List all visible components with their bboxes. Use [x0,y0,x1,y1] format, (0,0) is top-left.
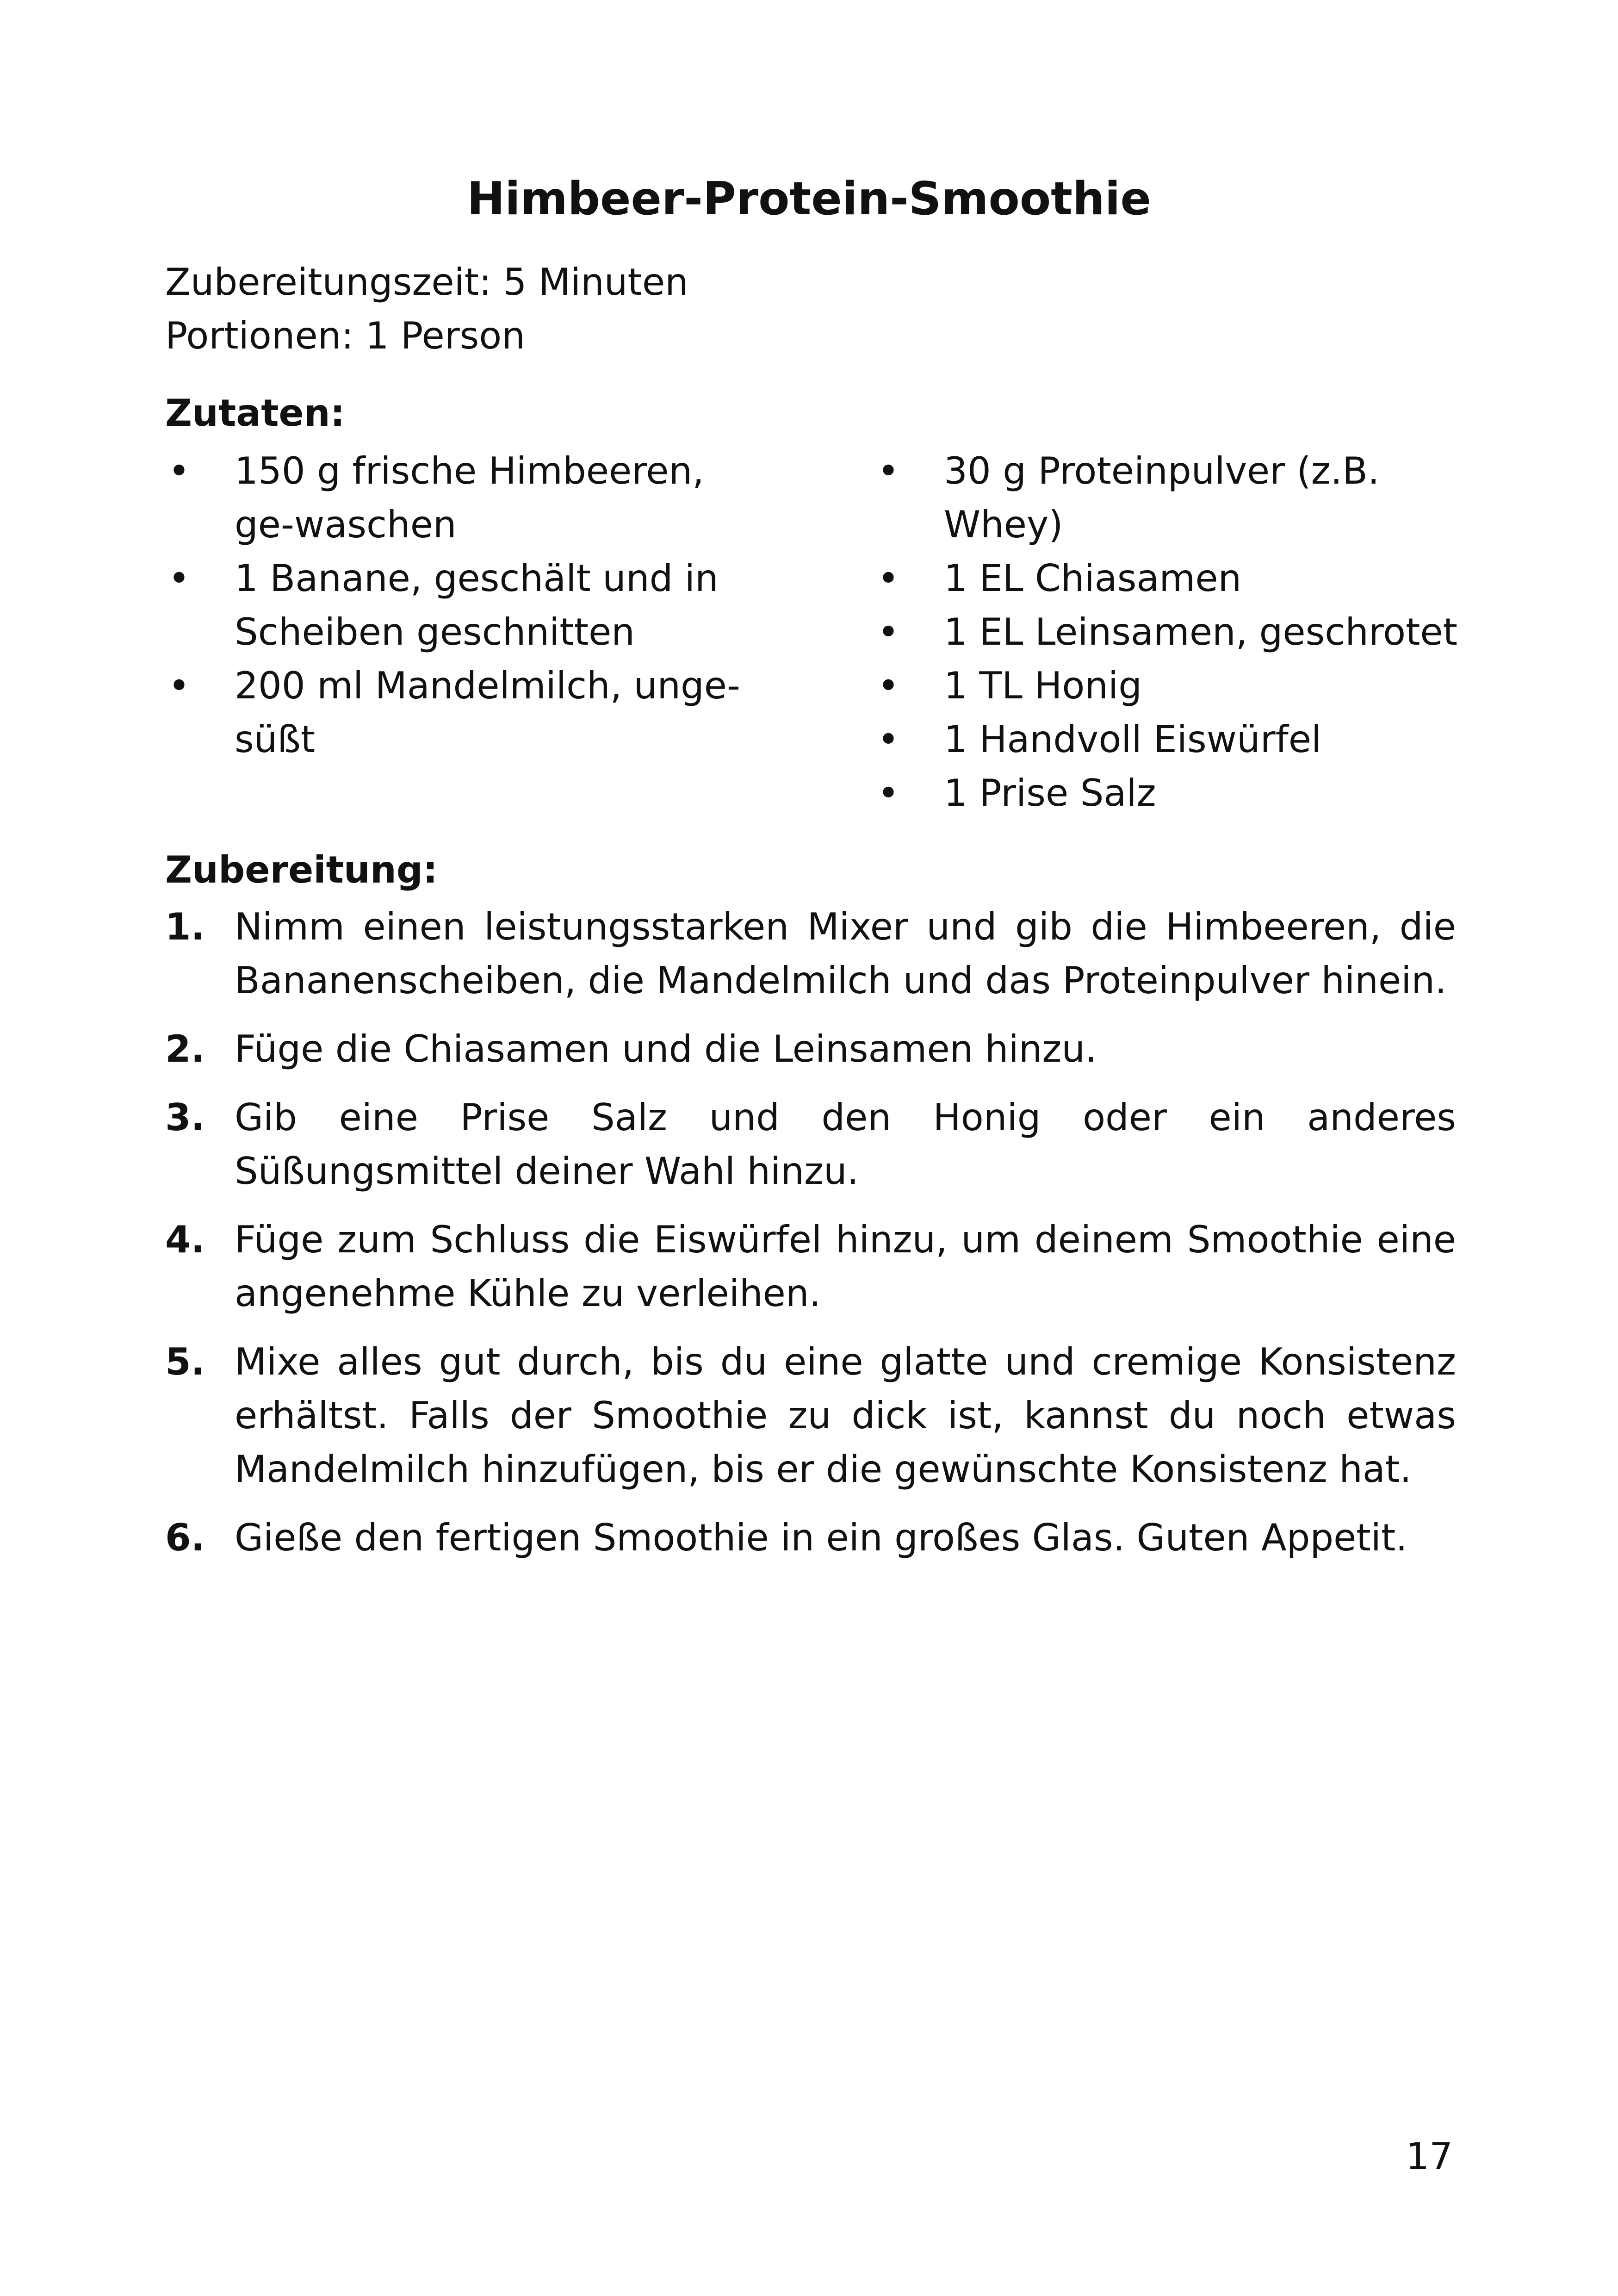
bullet-icon: • [877,449,899,492]
bullet-icon: • [877,610,899,653]
step-text: Nimm einen leistungsstarken Mixer und gib die Himbeeren, die Bananenscheiben, die Mandelmilch und das Proteinpulver hinein. [235,905,1456,1002]
portions: Portionen: 1 Person [165,314,525,357]
ingredient-item [874,552,1476,605]
step-item [165,1091,1456,1198]
step-text: Mixe alles gut durch, bis du eine glatte und cremige Konsistenz erhältst. Falls der Smoothie zu dick ist, kannst du noch etwas Mandelmilch hinzufügen, bis er die gewünschte Konsistenz hat. [235,1340,1456,1491]
ingredients-heading: Zutaten: [165,392,345,435]
step-text: Füge zum Schluss die Eiswürfel hinzu, um deinem Smoothie eine angenehme Kühle zu verleihen. [235,1218,1456,1315]
bullet-icon: • [168,449,190,492]
step-text: Gieße den fertigen Smoothie in ein großes Glas. Guten Appetit. [235,1516,1407,1559]
ingredient-text: 1 Banane, geschält und in Scheiben geschnitten [235,557,719,653]
step-number: 3. [165,1096,205,1139]
ingredient-text: 200 ml Mandelmilch, unge-süßt [235,664,740,761]
ingredient-item [874,605,1476,659]
ingredient-text: 1 TL Honig [944,664,1142,707]
step-item [165,1022,1456,1076]
step-item [165,1511,1456,1565]
preparation-steps [165,900,1456,1580]
bullet-icon: • [877,772,899,815]
bullet-icon: • [168,557,190,600]
ingredient-text: 1 Prise Salz [944,772,1156,815]
step-item [165,1213,1456,1320]
preparation-heading: Zubereitung: [165,848,438,891]
step-text: Füge die Chiasamen und die Leinsamen hinzu. [235,1027,1097,1070]
ingredient-text: 1 EL Chiasamen [944,557,1242,600]
step-text: Gib eine Prise Salz und den Honig oder ein anderes Süßungsmittel deiner Wahl hinzu. [235,1096,1456,1193]
step-number: 6. [165,1516,205,1559]
step-number: 4. [165,1218,205,1261]
step-item [165,900,1456,1008]
prep-time: Zubereitungszeit: 5 Minuten [165,261,688,304]
ingredient-item [874,444,1476,552]
bullet-icon: • [877,557,899,600]
ingredient-text: 1 Handvoll Eiswürfel [944,718,1322,761]
ingredient-item [874,659,1476,713]
ingredient-item [874,713,1476,766]
step-item [165,1335,1456,1496]
ingredients-list-right [874,444,1476,820]
recipe-title: Himbeer-Protein-Smoothie [467,173,1151,225]
ingredient-item [165,659,744,766]
bullet-icon: • [877,718,899,761]
page-number: 17 [1406,2135,1453,2178]
bullet-icon: • [168,664,190,707]
step-number: 5. [165,1340,205,1383]
bullet-icon: • [877,664,899,707]
step-number: 2. [165,1027,205,1070]
ingredient-text: 150 g frische Himbeeren, ge-waschen [235,449,704,546]
step-number: 1. [165,905,205,948]
ingredient-text: 1 EL Leinsamen, geschrotet [944,610,1457,653]
ingredients-list-left [165,444,744,766]
ingredient-item [165,444,744,552]
ingredient-item [874,766,1476,820]
ingredient-item [165,552,744,659]
ingredient-text: 30 g Proteinpulver (z.B. Whey) [944,449,1380,546]
